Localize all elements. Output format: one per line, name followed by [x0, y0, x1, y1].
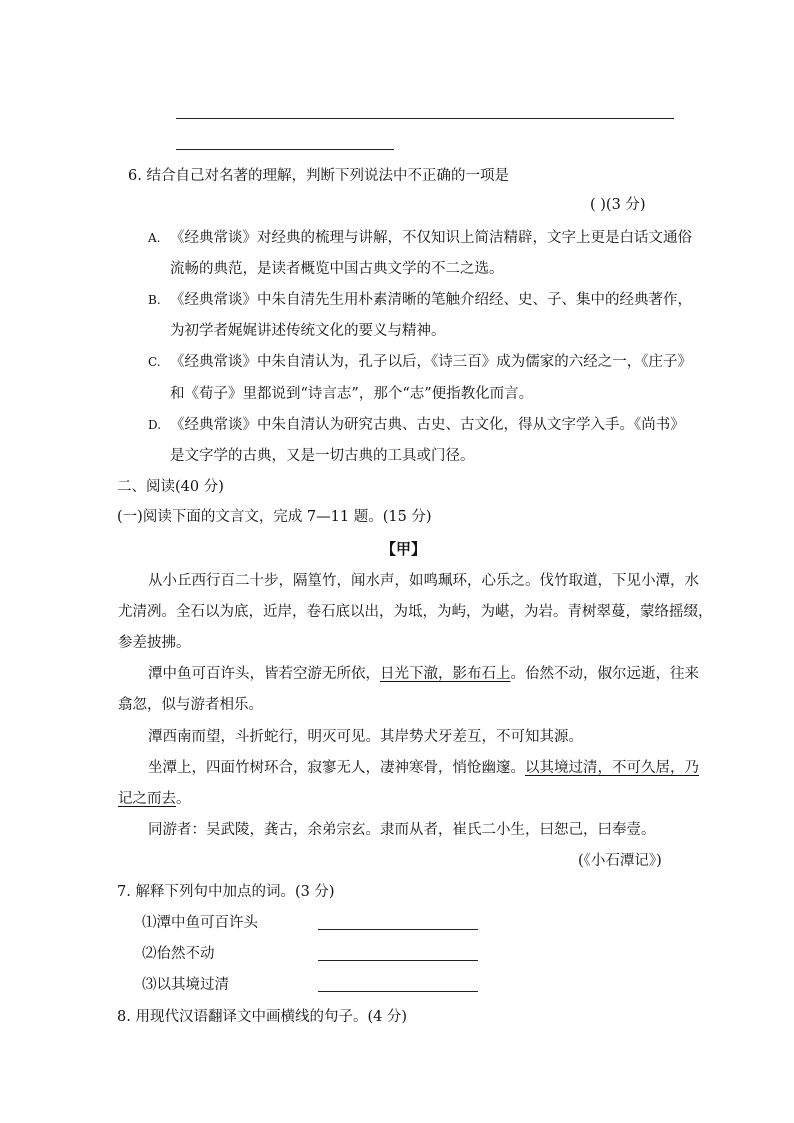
- underlined-sentence-1: 日光下澈，影布石上: [380, 666, 511, 682]
- passage-title: 【甲】: [381, 540, 427, 558]
- passage-source: (《小石潭记》): [578, 853, 662, 869]
- q6-option-a-letter: A.: [148, 231, 161, 245]
- q6-option-d-line2: 是文字学的古典，又是一切古典的工具或门径。: [170, 448, 475, 464]
- q7-answer-line-3[interactable]: [318, 991, 478, 992]
- q7-answer-line-2[interactable]: [318, 960, 478, 961]
- passage-p1-line3: 参差披拂。: [118, 635, 191, 651]
- passage-p2-text-b: 。佁然不动，俶尔远逝，往来: [510, 666, 699, 682]
- passage-p4-text-b: 。: [176, 791, 191, 807]
- q7-item-2: ⑵佁然不动: [142, 946, 215, 962]
- passage-p4-line1: [148, 758, 699, 778]
- q7-answer-line-1[interactable]: [318, 929, 478, 930]
- section2-subheading: (一)阅读下面的文言文，完成 7—11 题。(15 分): [117, 509, 432, 525]
- q7-item-3: ⑶以其境过清: [142, 977, 229, 993]
- underlined-sentence-2-part1: 以其境过清，不可久居，乃: [525, 760, 699, 776]
- passage-p4-line2: [118, 789, 191, 809]
- q6-option-d-line1: 《经典常谈》中朱自清认为研究古典、古史、古文化，得从文字学入手。《尚书》: [170, 417, 685, 433]
- answer-line-1: [176, 118, 674, 119]
- passage-p2-line2: 翕忽，似与游者相乐。: [118, 697, 263, 713]
- q6-option-b-line1: 《经典常谈》中朱自清先生用朴素清晰的笔触介绍经、史、子、集中的经典著作，: [170, 292, 692, 308]
- passage-p5: 同游者：吴武陵，龚古，余弟宗玄。隶而从者，崔氏二小生，曰恕己，曰奉壹。: [148, 822, 656, 838]
- q8-stem: 8. 用现代汉语翻译文中画横线的句子。(4 分): [117, 1009, 408, 1025]
- passage-p1-line2: 尤清冽。全石以为底，近岸，卷石底以出，为坻，为屿，为嵁，为岩。青树翠蔓，蒙络摇缀，: [118, 604, 713, 620]
- q6-stem: 6. 结合自己对名著的理解，判断下列说法中不正确的一项是: [128, 168, 509, 184]
- q6-option-c-letter: C.: [148, 355, 161, 369]
- q7-item-1: ⑴潭中鱼可百许头: [142, 915, 258, 931]
- q6-option-a-line2: 流畅的典范，是读者概览中国古典文学的不二之选。: [170, 261, 504, 277]
- underlined-sentence-2-part2: 记之而去: [118, 791, 176, 807]
- q6-option-a-line1: 《经典常谈》对经典的梳理与讲解，不仅知识上简洁精辟，文字上更是白话文通俗: [170, 230, 692, 246]
- passage-p2-line1: [148, 664, 699, 684]
- q6-option-b-letter: B.: [148, 293, 161, 307]
- passage-p1-line1: 从小丘西行百二十步，隔篁竹，闻水声，如鸣珮环，心乐之。伐竹取道，下见小潭，水: [148, 573, 699, 589]
- passage-p4-text-a: 坐潭上，四面竹树环合，寂寥无人，凄神寒骨，悄怆幽邃。: [148, 760, 525, 776]
- passage-p2-text-a: 潭中鱼可百许头，皆若空游无所依，: [148, 666, 380, 682]
- section2-heading: 二、阅读(40 分): [117, 479, 224, 495]
- q6-option-c-line1: 《经典常谈》中朱自清认为，孔子以后，《诗三百》成为儒家的六经之一，《庄子》: [170, 354, 692, 370]
- passage-p3: 潭西南而望，斗折蛇行，明灭可见。其岸势犬牙差互，不可知其源。: [148, 729, 583, 745]
- answer-line-2: [176, 149, 394, 150]
- q7-stem: 7. 解释下列句中加点的词。(3 分): [117, 884, 335, 900]
- q6-option-d-letter: D.: [148, 418, 162, 432]
- q6-option-b-line2: 为初学者娓娓讲述传统文化的要义与精神。: [170, 323, 446, 339]
- q6-score: ( )(3 分): [590, 197, 646, 213]
- q6-option-c-line2: 和《荀子》里都说到“诗言志”，那个“志”便指教化而言。: [170, 386, 534, 402]
